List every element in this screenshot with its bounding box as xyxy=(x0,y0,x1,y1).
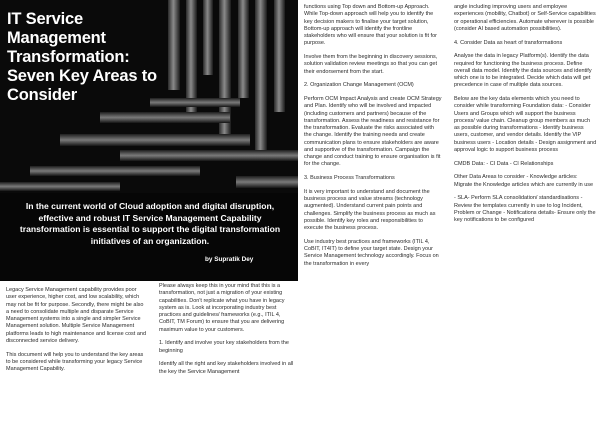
document-subtitle: In the current world of Cloud adoption and digital disruption, effective and robust IT Service Management Capability transformation is essential to support the digital transformation initiatives of an organization. xyxy=(19,201,281,246)
paragraph: Legacy Service Management capability provides poor user experience, higher cost, and low scalability, which may not be fit for purpose. Secondly, there might be also a need to consolidate multiple and disparate Service Management systems into a single and simpler Service Management solution. Multiple Service Management platforms leads to high maintenance and license cost and disconnected service delivery. xyxy=(6,287,147,344)
paragraph: - SLA- Perform SLA consolidation/ standardisations - Review the templates currently in use to log Incident, Problem or Change - Notifications details- Ensure only the key notifications to be configured xyxy=(454,195,596,223)
paragraph: functions using Top down and Bottom-up Approach. While Top-down approach will help you to identify the key decision makers to finalise your target solution, Bottom-up approach will identify the frontline stakeholders who will ensure that your solution is fit for purpose. xyxy=(304,4,437,47)
text-column-1 xyxy=(6,287,148,380)
paragraph: Other Data Areas to consider - Knowledge articles: Migrate the Knowledge articles which are currently in use xyxy=(454,174,594,188)
hero-banner xyxy=(0,0,298,281)
paragraph: Identify all the right and key stakeholders involved in all the key the Service Management xyxy=(159,361,294,375)
paragraph: Below are the key data elements which you need to consider while transforming Foundation data: - Consider Users and Groups which will support the business process/ value chain. Cleanup group members as much as possible during transformations - Identify business users, customer, and vendor details. Identify the VIP business users - Location details - Design assignment and approval logic to support business process xyxy=(454,96,597,153)
text-column-3 xyxy=(304,4,442,274)
section-heading: 4. Consider Data as heart of transformations xyxy=(454,39,563,46)
section-heading: 3. Business Process Transformations xyxy=(304,175,395,181)
paragraph: Please always keep this in your mind that this is a transformation, not just a migration of your existing capabilities. Don't replicate what you have in legacy system as is. Look at incorporating industry best practices and guidelines/ frameworks (e.g., ITIL 4, CoBIT, TM Forum) to ensure that you are delivering maximum value to your customers. xyxy=(159,283,285,333)
author-byline: by Supratik Dey xyxy=(205,256,254,263)
paragraph: CMDB Data: - CI Data - CI Relationships xyxy=(454,160,554,167)
document-title: IT Service Management Transformation: Seven Key Areas to Consider xyxy=(7,10,157,104)
section-heading: 1. Identify and involve your key stakeholders from the beginning xyxy=(159,340,289,354)
paragraph: Analyse the data in legacy Platform(s). Identify the data required for functioning the business process. Define overall data model. Identify the data sources and identify which one is to be integrated. Decide which data will get precedence in case of multiple data sources. xyxy=(454,53,592,89)
paragraph: Use industry best practices and frameworks (ITIL 4, CoBIT, IT4IT) to define your target state. Design your Service Management technology accordingly. Focus on the transformation in every xyxy=(304,238,439,267)
paragraph: This document will help you to understand the key areas to be considered while transforming your legacy Service Management Capability. xyxy=(6,351,144,372)
paragraph: It is very important to understand and document the business process and value streams (technology augmented). Understand current pain points and challenges. Simplify the business process as much as possible. Identify key roles and responsibilities to execute the business process. xyxy=(304,188,436,231)
text-column-2 xyxy=(159,283,297,382)
paragraph: Involve them from the beginning in discovery sessions, solution validation review meetings so that you can get their endorsement from the start. xyxy=(304,54,438,75)
paragraph: Perform OCM Impact Analysis and create OCM Strategy and Plan. Identify who will be involved and impacted (including customers and partners) because of the transformation. Assess the readiness and resistance for the transformation. Evaluate the risks associated with the change. Identify the training needs and create communication plans to ensure stakeholders are aware and supportive of the transformation. Campaign the change and conduct training to ensure organisation is fit for the change. xyxy=(304,96,442,168)
paragraph: angle including improving users and employee experiences (mobility, Chatbot) or Self-Service capabilities or operational efficiencies. Automate wherever is possible (consider AI based automation possibilities). xyxy=(454,4,596,32)
text-column-4 xyxy=(454,4,597,231)
section-heading: 2. Organization Change Management (OCM) xyxy=(304,82,414,89)
